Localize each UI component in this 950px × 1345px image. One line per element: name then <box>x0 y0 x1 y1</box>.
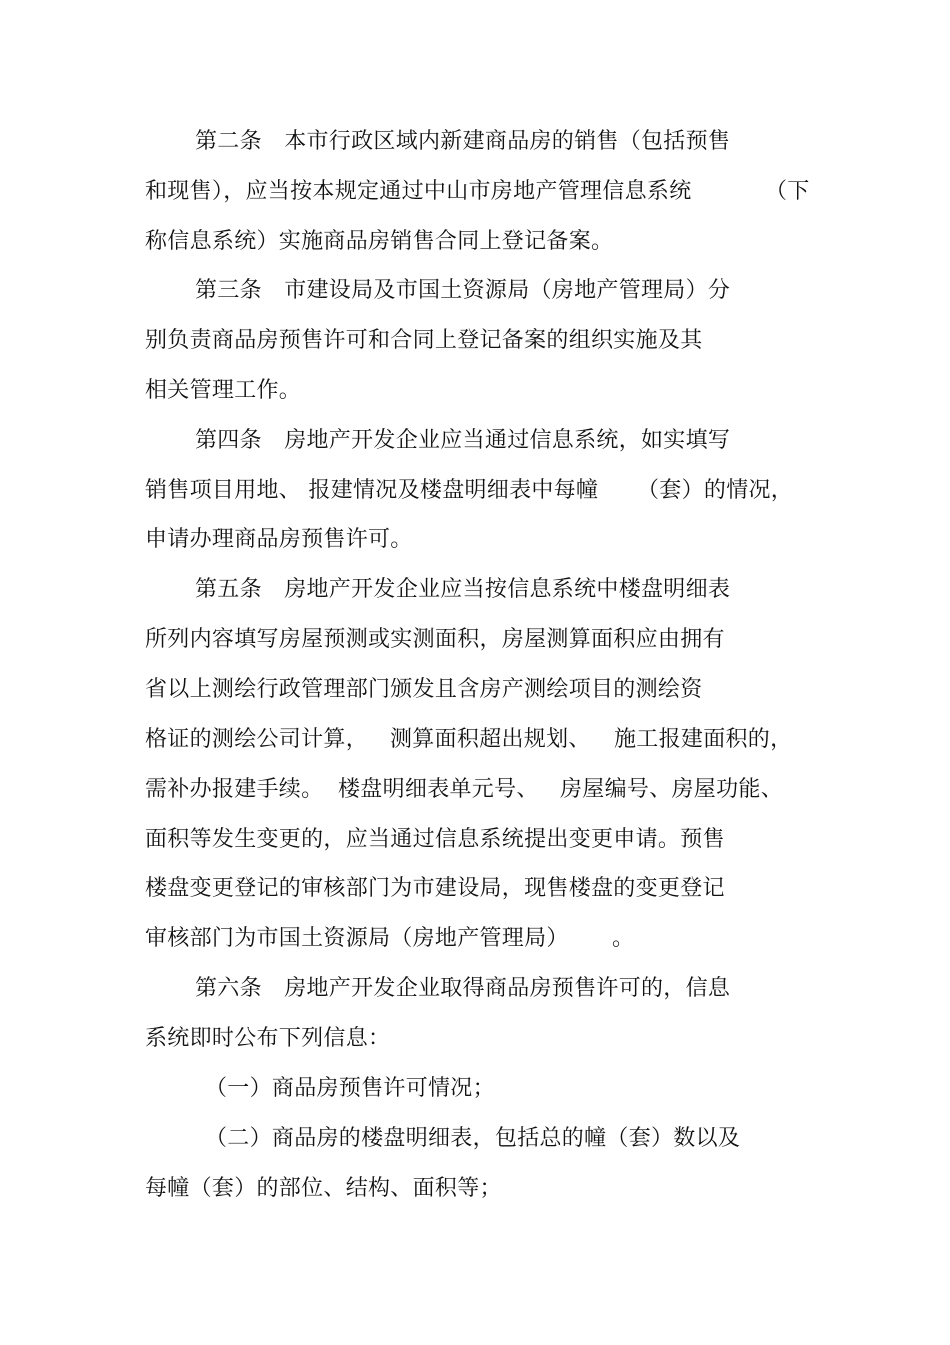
article-5-line-7: 楼盘变更登记的审核部门为市建设局，现售楼盘的变更登记 <box>145 876 725 901</box>
article-5-line-2: 所列内容填写房屋预测或实测面积，房屋测算面积应由拥有 <box>145 627 725 652</box>
article-5-line-6: 面积等发生变更的，应当通过信息系统提出变更申请。预售 <box>145 827 725 852</box>
article-5-line-4c: 施工报建面积的， <box>614 727 793 752</box>
article-2-line-2-tail: （下 <box>765 179 810 204</box>
article-4-line-2: 销售项目用地、 报建情况及楼盘明细表中每幢 <box>145 478 599 503</box>
article-3-line-2: 别负责商品房预售许可和合同上登记备案的组织实施及其 <box>145 328 703 353</box>
article-3-line-3: 相关管理工作。 <box>145 378 302 403</box>
article-2-line-3: 称信息系统）实施商品房销售合同上登记备案。 <box>145 229 614 254</box>
article-5-line-3: 省以上测绘行政管理部门颁发且含房产测绘项目的测绘资 <box>145 677 703 702</box>
article-6-item-2-line-1: （二）商品房的楼盘明细表，包括总的幢（套）数以及 <box>205 1126 741 1151</box>
article-5-line-8-tail: 。 <box>612 926 635 951</box>
article-5-line-4b: 测算面积超出规划、 <box>390 727 591 752</box>
article-5-line-8: 审核部门为市国土资源局（房地产管理局） <box>145 926 569 951</box>
article-4-line-3: 申请办理商品房预售许可。 <box>145 527 413 552</box>
article-6-line-1: 第六条 房地产开发企业取得商品房预售许可的，信息 <box>195 976 731 1001</box>
article-6-item-1: （一）商品房预售许可情况； <box>205 1076 495 1101</box>
article-5-line-5b: 楼盘明细表单元号、 <box>338 777 539 802</box>
article-6-item-2-line-2: 每幢（套）的部位、结构、面积等； <box>145 1176 502 1201</box>
article-6-line-2: 系统即时公布下列信息： <box>145 1026 391 1051</box>
article-4-line-2-tail: （套）的情况， <box>637 478 794 503</box>
article-5-line-1: 第五条 房地产开发企业应当按信息系统中楼盘明细表 <box>195 577 731 602</box>
article-2-line-1: 第二条 本市行政区域内新建商品房的销售（包括预售 <box>195 129 731 154</box>
article-3-line-1: 第三条 市建设局及市国土资源局（房地产管理局）分 <box>195 278 731 303</box>
article-5-line-5c: 房屋编号、房屋功能、 <box>560 777 784 802</box>
article-4-line-1: 第四条 房地产开发企业应当通过信息系统，如实填写 <box>195 428 731 453</box>
article-5-line-4a: 格证的测绘公司计算， <box>145 727 369 752</box>
article-2-line-2: 和现售），应当按本规定通过中山市房地产管理信息系统 <box>145 179 692 204</box>
article-5-line-5a: 需补办报建手续。 <box>145 777 324 802</box>
